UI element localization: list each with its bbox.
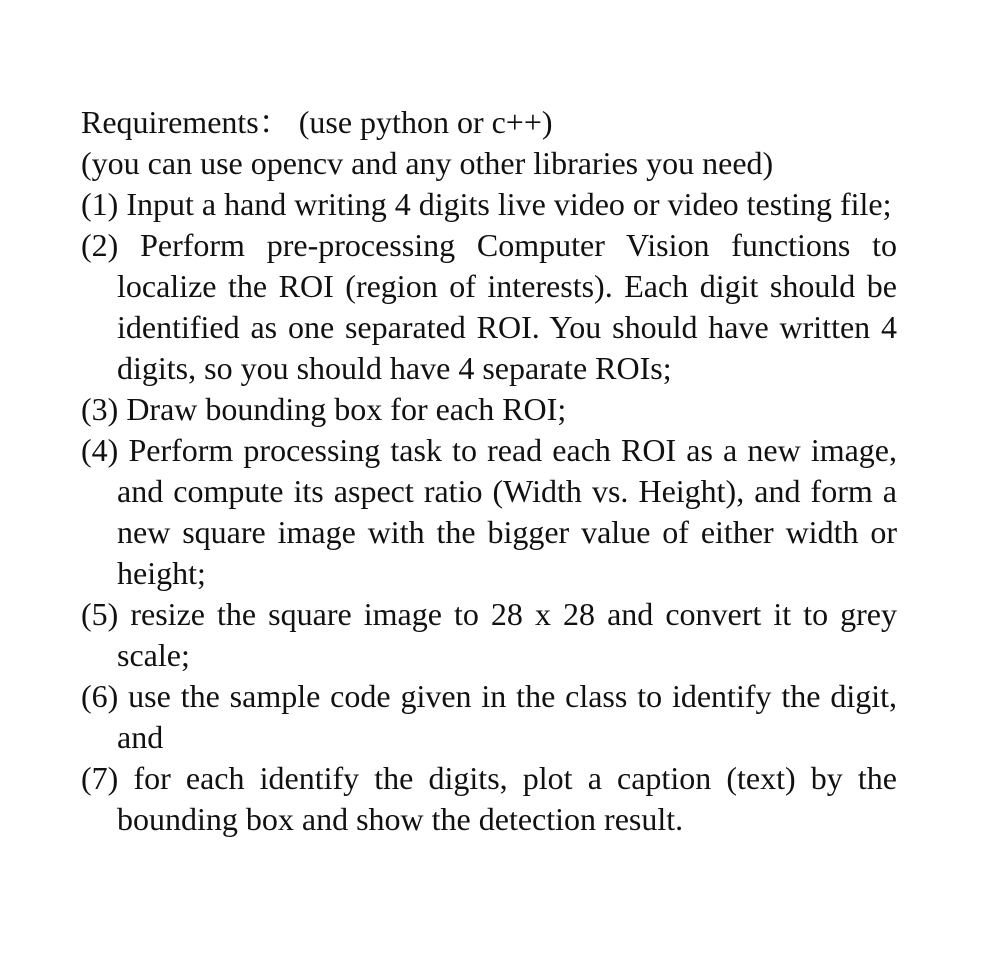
requirement-item-7: (7) for each identify the digits, plot a caption (text) by the bounding box and show the detection result. — [81, 760, 897, 837]
requirement-item-4: (4) Perform processing task to read each ROI as a new image, and compute its aspect ratio (Width vs. Height), and form a new square image with the bigger value of either width or height; — [81, 432, 897, 591]
requirement-item-6: (6) use the sample code given in the class to identify the digit, and — [81, 678, 897, 755]
requirement-item-1: (1) Input a hand writing 4 digits live video or video testing file; — [81, 186, 892, 222]
requirements-heading: Requirements： (use python or c++) — [81, 104, 553, 140]
requirement-item-2: (2) Perform pre-processing Computer Vision functions to localize the ROI (region of interests). Each digit should be identified as one separated ROI. You should have written 4 digits, so you should have 4 separate ROIs; — [81, 227, 897, 386]
requirements-document — [81, 102, 897, 840]
libraries-note: (you can use opencv and any other libraries you need) — [81, 145, 774, 181]
requirement-item-3: (3) Draw bounding box for each ROI; — [81, 391, 567, 427]
requirement-item-5: (5) resize the square image to 28 x 28 and convert it to grey scale; — [81, 596, 897, 673]
